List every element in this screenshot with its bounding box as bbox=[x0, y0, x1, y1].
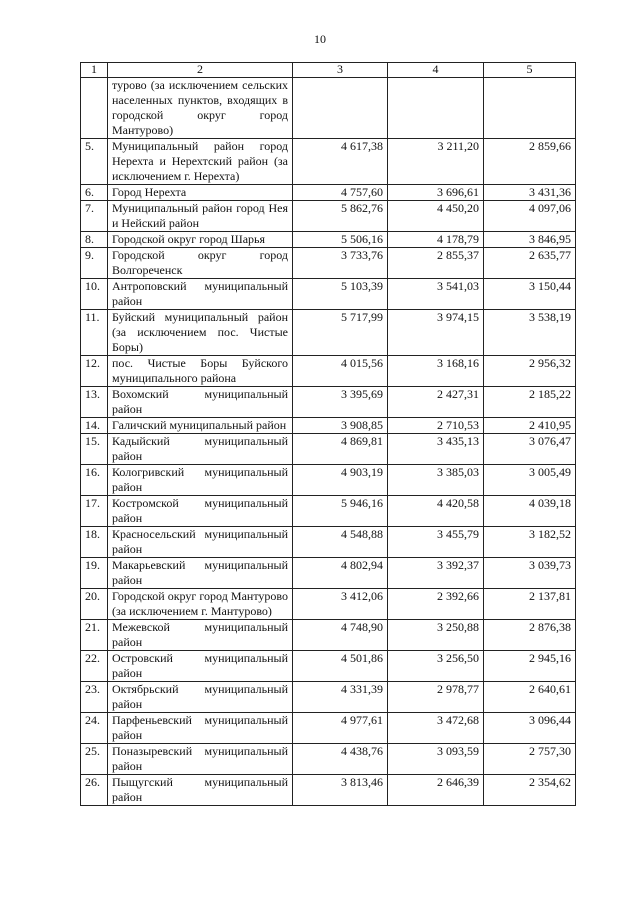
row-value-col3: 4 869,81 bbox=[293, 434, 388, 465]
row-value-col3: 3 733,76 bbox=[293, 248, 388, 279]
row-value-col3: 4 438,76 bbox=[293, 744, 388, 775]
row-value-col5: 3 096,44 bbox=[484, 713, 576, 744]
row-value-col5: 2 876,38 bbox=[484, 620, 576, 651]
row-number: 7. bbox=[81, 201, 108, 232]
row-value-col5: 2 640,61 bbox=[484, 682, 576, 713]
row-name: Вохомский муниципальный район bbox=[108, 387, 293, 418]
row-value-col5: 2 859,66 bbox=[484, 139, 576, 185]
row-value-col4: 3 385,03 bbox=[388, 465, 484, 496]
row-name: Город Нерехта bbox=[108, 185, 293, 201]
row-name: Муниципальный район город Нерехта и Нерехтский район (за исключением г. Нерехта) bbox=[108, 139, 293, 185]
row-number: 13. bbox=[81, 387, 108, 418]
row-number: 26. bbox=[81, 775, 108, 806]
row-value-col4: 2 646,39 bbox=[388, 775, 484, 806]
page-number: 10 bbox=[314, 32, 326, 46]
row-number: 6. bbox=[81, 185, 108, 201]
row-name: Красносельский муниципальный район bbox=[108, 527, 293, 558]
table-row bbox=[81, 434, 576, 465]
row-name: Парфеньевский муниципальный район bbox=[108, 713, 293, 744]
row-value-col3: 4 757,60 bbox=[293, 185, 388, 201]
row-value-col3: 5 506,16 bbox=[293, 232, 388, 248]
table-row bbox=[81, 620, 576, 651]
row-value-col3: 5 103,39 bbox=[293, 279, 388, 310]
row-value-col4: 3 455,79 bbox=[388, 527, 484, 558]
row-value-col4: 2 710,53 bbox=[388, 418, 484, 434]
table-row bbox=[81, 496, 576, 527]
row-value-col5 bbox=[484, 78, 576, 139]
row-name: Муниципальный район город Нея и Нейский район bbox=[108, 201, 293, 232]
row-name: Галичский муниципальный район bbox=[108, 418, 293, 434]
row-name: Октябрьский муниципальный район bbox=[108, 682, 293, 713]
row-value-col4: 3 435,13 bbox=[388, 434, 484, 465]
row-value-col3: 3 395,69 bbox=[293, 387, 388, 418]
row-value-col5: 3 538,19 bbox=[484, 310, 576, 356]
row-value-col4: 3 974,15 bbox=[388, 310, 484, 356]
row-value-col4: 3 211,20 bbox=[388, 139, 484, 185]
table-row bbox=[81, 185, 576, 201]
row-value-col5: 3 182,52 bbox=[484, 527, 576, 558]
row-number: 23. bbox=[81, 682, 108, 713]
row-value-col4: 3 696,61 bbox=[388, 185, 484, 201]
row-value-col3: 4 802,94 bbox=[293, 558, 388, 589]
table-row bbox=[81, 139, 576, 185]
row-value-col3: 4 903,19 bbox=[293, 465, 388, 496]
row-value-col3: 4 331,39 bbox=[293, 682, 388, 713]
table-row bbox=[81, 232, 576, 248]
row-name: турово (за исключением сельских населенных пунктов, входящих в городской округ город Мантурово) bbox=[108, 78, 293, 139]
row-value-col3: 3 908,85 bbox=[293, 418, 388, 434]
data-table bbox=[80, 62, 576, 806]
row-value-col4: 4 420,58 bbox=[388, 496, 484, 527]
row-value-col5: 2 137,81 bbox=[484, 589, 576, 620]
row-value-col4: 3 250,88 bbox=[388, 620, 484, 651]
table-header-row bbox=[81, 63, 576, 78]
row-number: 25. bbox=[81, 744, 108, 775]
row-name: Костромской муниципальный район bbox=[108, 496, 293, 527]
row-value-col3: 4 548,88 bbox=[293, 527, 388, 558]
row-value-col4: 2 392,66 bbox=[388, 589, 484, 620]
row-value-col4: 4 450,20 bbox=[388, 201, 484, 232]
row-value-col5: 3 005,49 bbox=[484, 465, 576, 496]
row-value-col4: 3 256,50 bbox=[388, 651, 484, 682]
row-value-col4: 3 093,59 bbox=[388, 744, 484, 775]
row-name: Поназыревский муниципальный район bbox=[108, 744, 293, 775]
row-number: 10. bbox=[81, 279, 108, 310]
row-value-col4: 2 427,31 bbox=[388, 387, 484, 418]
row-value-col4: 3 472,68 bbox=[388, 713, 484, 744]
row-value-col5: 2 757,30 bbox=[484, 744, 576, 775]
table-row bbox=[81, 387, 576, 418]
row-number: 17. bbox=[81, 496, 108, 527]
row-value-col4: 2 855,37 bbox=[388, 248, 484, 279]
row-value-col5: 2 945,16 bbox=[484, 651, 576, 682]
table-row bbox=[81, 465, 576, 496]
row-value-col3: 5 717,99 bbox=[293, 310, 388, 356]
row-value-col3: 4 617,38 bbox=[293, 139, 388, 185]
row-name: Межевской муниципальный район bbox=[108, 620, 293, 651]
row-name: Кологривский муниципальный район bbox=[108, 465, 293, 496]
row-name: Кадыйский муниципальный район bbox=[108, 434, 293, 465]
table-row bbox=[81, 775, 576, 806]
row-name: Городской округ город Мантурово (за исключением г. Мантурово) bbox=[108, 589, 293, 620]
row-number: 18. bbox=[81, 527, 108, 558]
row-value-col3: 4 977,61 bbox=[293, 713, 388, 744]
row-value-col5: 2 635,77 bbox=[484, 248, 576, 279]
row-value-col4: 3 168,16 bbox=[388, 356, 484, 387]
row-value-col3: 4 501,86 bbox=[293, 651, 388, 682]
row-number: 16. bbox=[81, 465, 108, 496]
table-row bbox=[81, 527, 576, 558]
table-row bbox=[81, 356, 576, 387]
row-name: Макарьевский муниципальный район bbox=[108, 558, 293, 589]
row-value-col3 bbox=[293, 78, 388, 139]
row-value-col5: 2 956,32 bbox=[484, 356, 576, 387]
row-value-col3: 3 412,06 bbox=[293, 589, 388, 620]
row-name: Городской округ город Волгореченск bbox=[108, 248, 293, 279]
row-number: 22. bbox=[81, 651, 108, 682]
row-name: Островский муниципальный район bbox=[108, 651, 293, 682]
table-row bbox=[81, 418, 576, 434]
row-number: 24. bbox=[81, 713, 108, 744]
row-value-col4 bbox=[388, 78, 484, 139]
row-value-col5: 3 150,44 bbox=[484, 279, 576, 310]
row-number: 12. bbox=[81, 356, 108, 387]
row-name: Антроповский муниципальный район bbox=[108, 279, 293, 310]
row-value-col3: 5 862,76 bbox=[293, 201, 388, 232]
header-col-1: 1 bbox=[81, 63, 108, 78]
row-number: 5. bbox=[81, 139, 108, 185]
row-value-col5: 3 431,36 bbox=[484, 185, 576, 201]
row-name: Буйский муниципальный район (за исключением пос. Чистые Боры) bbox=[108, 310, 293, 356]
header-col-2: 2 bbox=[108, 63, 293, 78]
row-value-col3: 4 015,56 bbox=[293, 356, 388, 387]
row-value-col5: 4 039,18 bbox=[484, 496, 576, 527]
row-name: Пыщугский муниципальный район bbox=[108, 775, 293, 806]
table-row bbox=[81, 201, 576, 232]
header-col-4: 4 bbox=[388, 63, 484, 78]
row-name: пос. Чистые Боры Буйского муниципального района bbox=[108, 356, 293, 387]
row-number bbox=[81, 78, 108, 139]
row-value-col4: 3 392,37 bbox=[388, 558, 484, 589]
row-value-col3: 3 813,46 bbox=[293, 775, 388, 806]
row-value-col5: 3 076,47 bbox=[484, 434, 576, 465]
row-name: Городской округ город Шарья bbox=[108, 232, 293, 248]
row-number: 15. bbox=[81, 434, 108, 465]
table-row bbox=[81, 713, 576, 744]
row-number: 8. bbox=[81, 232, 108, 248]
row-number: 20. bbox=[81, 589, 108, 620]
header-col-3: 3 bbox=[293, 63, 388, 78]
row-value-col5: 3 039,73 bbox=[484, 558, 576, 589]
row-value-col5: 2 410,95 bbox=[484, 418, 576, 434]
header-col-5: 5 bbox=[484, 63, 576, 78]
table-body bbox=[81, 63, 576, 806]
row-value-col4: 2 978,77 bbox=[388, 682, 484, 713]
table-row bbox=[81, 558, 576, 589]
table-row bbox=[81, 682, 576, 713]
table-row bbox=[81, 279, 576, 310]
row-value-col3: 4 748,90 bbox=[293, 620, 388, 651]
row-number: 21. bbox=[81, 620, 108, 651]
row-value-col4: 4 178,79 bbox=[388, 232, 484, 248]
row-number: 11. bbox=[81, 310, 108, 356]
table-row bbox=[81, 248, 576, 279]
row-number: 19. bbox=[81, 558, 108, 589]
row-value-col5: 3 846,95 bbox=[484, 232, 576, 248]
table-row bbox=[81, 310, 576, 356]
continuation-row bbox=[81, 78, 576, 139]
row-value-col5: 2 185,22 bbox=[484, 387, 576, 418]
row-value-col5: 4 097,06 bbox=[484, 201, 576, 232]
table-row bbox=[81, 589, 576, 620]
table-row bbox=[81, 744, 576, 775]
row-value-col5: 2 354,62 bbox=[484, 775, 576, 806]
row-number: 14. bbox=[81, 418, 108, 434]
table-row bbox=[81, 651, 576, 682]
row-value-col3: 5 946,16 bbox=[293, 496, 388, 527]
row-number: 9. bbox=[81, 248, 108, 279]
row-value-col4: 3 541,03 bbox=[388, 279, 484, 310]
